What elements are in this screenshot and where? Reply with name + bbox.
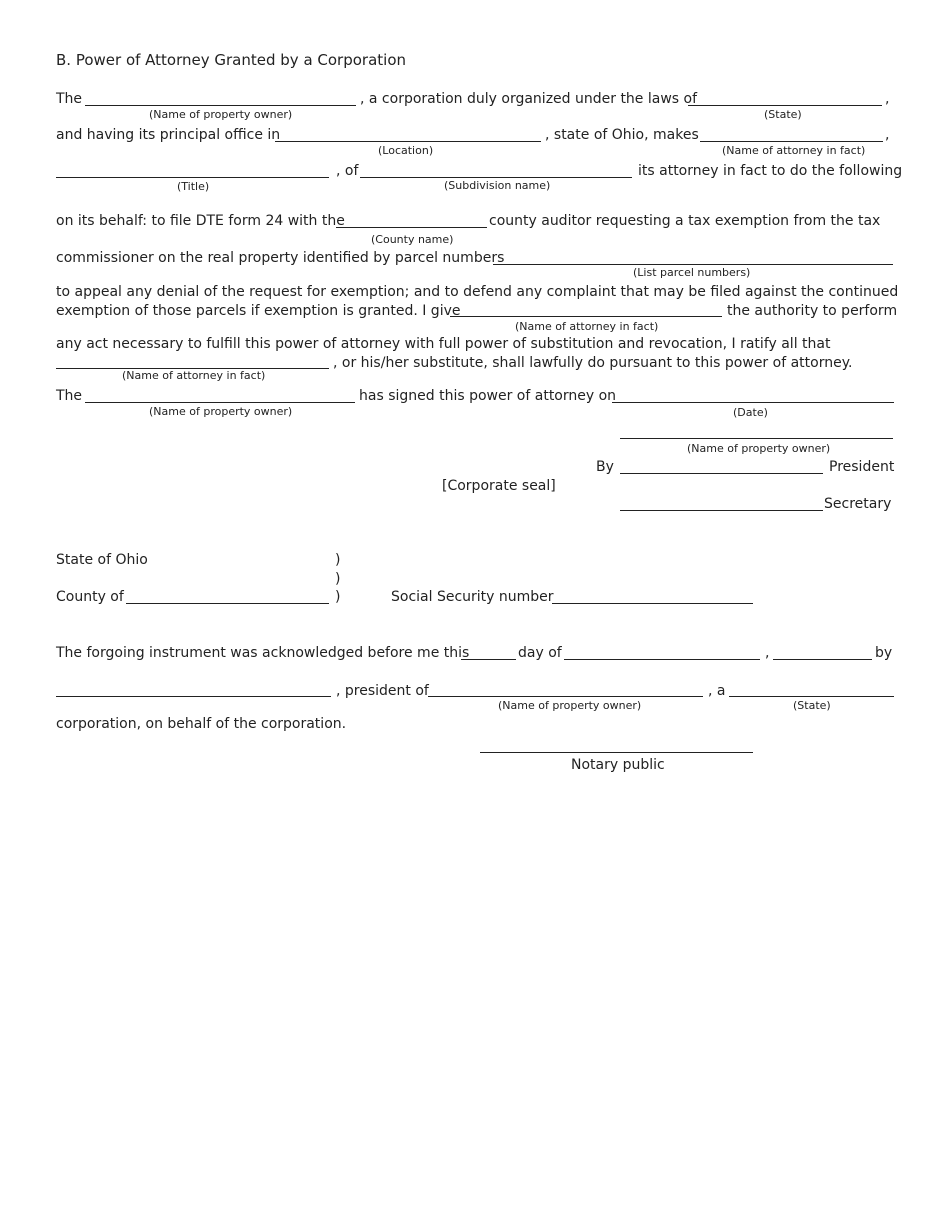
label-state: (State): [764, 108, 802, 121]
text-forgoing: The forgoing instrument was acknowledged before me this: [56, 645, 470, 661]
label-property-owner: (Name of property owner): [149, 108, 293, 121]
text-secretary: Secretary: [824, 496, 892, 512]
text-by-2: by: [875, 645, 893, 661]
text-state-of-ohio: State of Ohio: [56, 552, 148, 568]
text-the-2: The: [56, 388, 83, 404]
text-substitute: , or his/her substitute, shall lawfully do pursuant to this power of attorney.: [333, 355, 853, 371]
text-president: President: [829, 459, 895, 475]
paren-2: ): [335, 571, 341, 587]
label-attorney-2: (Name of attorney in fact): [515, 320, 659, 333]
property-owner-line-3[interactable]: [428, 696, 703, 697]
text-county-auditor: county auditor requesting a tax exemption from the tax: [489, 213, 881, 229]
text-on-behalf: on its behalf: to file DTE form 24 with the: [56, 213, 345, 229]
paren-1: ): [335, 552, 341, 568]
text-ssn: Social Security number: [391, 589, 554, 605]
text-corporate-seal: [Corporate seal]: [442, 478, 556, 494]
state-line-2[interactable]: [729, 696, 894, 697]
text-principal-office: and having its principal office in: [56, 127, 281, 143]
text-day-of: day of: [518, 645, 562, 661]
county-of-line[interactable]: [126, 603, 329, 604]
year-line[interactable]: [773, 659, 872, 660]
text-comma-3: ,: [765, 645, 770, 661]
label-location: (Location): [378, 144, 434, 157]
text-corporation-behalf: corporation, on behalf of the corporation.: [56, 716, 347, 732]
location-line[interactable]: [275, 141, 541, 142]
day-line[interactable]: [461, 659, 516, 660]
text-comma: ,: [885, 91, 890, 107]
parcel-numbers-line[interactable]: [493, 264, 893, 265]
state-line[interactable]: [688, 105, 882, 106]
president-signature-line[interactable]: [620, 473, 823, 474]
text-corp-organized: , a corporation duly organized under the laws of: [360, 91, 698, 107]
label-property-owner-3: (Name of property owner): [687, 442, 831, 455]
secretary-signature-line[interactable]: [620, 510, 823, 511]
label-county-name: (County name): [371, 233, 454, 246]
label-attorney-3: (Name of attorney in fact): [122, 369, 266, 382]
text-exemption: exemption of those parcels if exemption is granted. I give: [56, 303, 461, 319]
text-appeal: to appeal any denial of the request for exemption; and to defend any complaint that may be filed against the continued: [56, 284, 899, 300]
text-president-of: , president of: [336, 683, 429, 699]
label-state-2: (State): [793, 699, 831, 712]
label-title: (Title): [177, 180, 210, 193]
text-notary-public: Notary public: [571, 757, 665, 773]
paren-3: ): [335, 589, 341, 605]
text-by: By: [596, 459, 614, 475]
label-property-owner-2: (Name of property owner): [149, 405, 293, 418]
text-a: , a: [708, 683, 726, 699]
attorney-line-1[interactable]: [700, 141, 883, 142]
attorney-line-2[interactable]: [450, 316, 722, 317]
president-name-line[interactable]: [56, 696, 331, 697]
label-property-owner-4: (Name of property owner): [498, 699, 642, 712]
text-of: , of: [336, 163, 359, 179]
label-subdivision: (Subdivision name): [444, 179, 551, 192]
notary-signature-line[interactable]: [480, 752, 753, 753]
text-commissioner: commissioner on the real property identified by parcel numbers: [56, 250, 505, 266]
label-attorney-1: (Name of attorney in fact): [722, 144, 866, 157]
property-owner-line[interactable]: [85, 105, 356, 106]
title-line[interactable]: [56, 177, 329, 178]
month-line[interactable]: [564, 659, 760, 660]
text-county-of: County of: [56, 589, 124, 605]
text-the: The: [56, 91, 83, 107]
subdivision-line[interactable]: [360, 177, 632, 178]
ssn-line[interactable]: [552, 603, 753, 604]
text-authority: the authority to perform: [727, 303, 898, 319]
label-date: (Date): [733, 406, 768, 419]
text-comma-2: ,: [885, 127, 890, 143]
text-state-ohio-makes: , state of Ohio, makes: [545, 127, 699, 143]
property-owner-signature-line[interactable]: [620, 438, 893, 439]
text-its-attorney: its attorney in fact to do the following: [638, 163, 903, 179]
form-heading: B. Power of Attorney Granted by a Corporation: [56, 51, 407, 69]
county-name-line[interactable]: [336, 227, 487, 228]
property-owner-line-2[interactable]: [85, 402, 355, 403]
date-line[interactable]: [612, 402, 894, 403]
text-has-signed: has signed this power of attorney on: [359, 388, 617, 404]
text-any-act: any act necessary to fulfill this power of attorney with full power of substitution and revocation, I ratify all that: [56, 336, 831, 352]
label-parcel-numbers: (List parcel numbers): [633, 266, 751, 279]
